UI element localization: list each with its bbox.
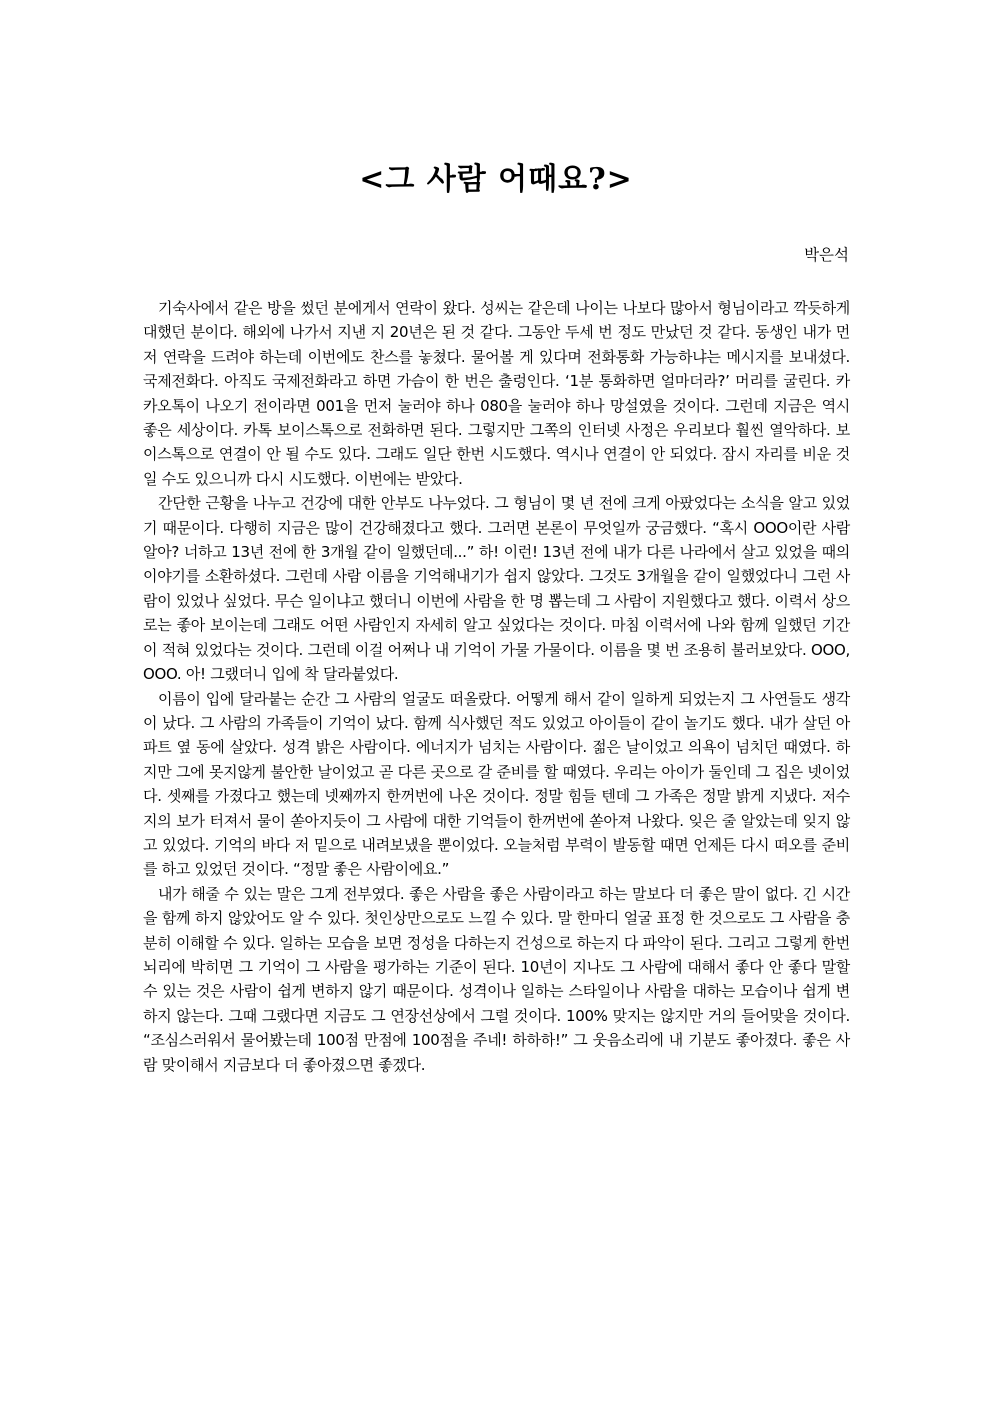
paragraph-1: 기숙사에서 같은 방을 썼던 분에게서 연락이 왔다. 성씨는 같은데 나이는 나보다 많아서 형님이라고 깍듯하게 대했던 분이다. 해외에 나가서 지낸 지 20년은 된 것 같다. 그동안 두세 번 정도 만났던 것 같다. 동생인 내가 먼저 연락을 드려야 하는데 이번에도 찬스를 놓쳤다. 물어볼 게 있다며 전화통화 가능하냐는 메시지를 보내셨다. 국제전화다. 아직도 국제전화라고 하면 가슴이 한 번은 출렁인다. ‘1분 통화하면 얼마더라?’ 머리를 굴린다. 카카오톡이 나오기 전이라면 001을 먼저 눌러야 하나 080을 눌러야 하나 망설였을 것이다. 그런데 지금은 역시 좋은 세상이다. 카톡 보이스톡으로 전화하면 된다. 그렇지만 그쪽의 인터넷 사정은 우리보다 훨씬 열악하다. 보이스톡으로 연결이 안 될 수도 있다. 그래도 일단 한번 시도했다. 역시나 연결이 안 되었다. 잠시 자리를 비운 것일 수도 있으니까 다시 시도했다. 이번에는 받았다. — [143, 299, 850, 488]
paragraph-4: 내가 해줄 수 있는 말은 그게 전부였다. 좋은 사람을 좋은 사람이라고 하는 말보다 더 좋은 말이 없다. 긴 시간을 함께 하지 않았어도 알 수 있다. 첫인상만으로도 느낄 수 있다. 말 한마디 얼굴 표정 한 것으로도 그 사람을 충분히 이해할 수 있다. 일하는 모습을 보면 정성을 다하는지 건성으로 하는지 다 파악이 된다. 그리고 그렇게 한번 뇌리에 박히면 그 기억이 그 사람을 평가하는 기준이 된다. 10년이 지나도 그 사람에 대해서 좋다 안 좋다 말할 수 있는 것은 사람이 쉽게 변하지 않기 때문이다. 성격이나 일하는 스타일이나 사람을 대하는 모습이나 쉽게 변하지 않는다. 그때 그랬다면 지금도 그 연장선상에서 그럴 것이다. 100% 맞지는 않지만 거의 들어맞을 것이다. “조심스러워서 물어봤는데 100점 만점에 100점을 주네! 하하하!” 그 웃음소리에 내 기분도 좋아졌다. 좋은 사람 맞이해서 지금보다 더 좋아졌으면 좋겠다. — [143, 884, 850, 1074]
document-body — [143, 296, 850, 1077]
document-title: <그 사람 어때요?> — [359, 162, 633, 197]
author-name: 박은석 — [804, 246, 849, 264]
paragraph-2: 간단한 근황을 나누고 건강에 대한 안부도 나누었다. 그 형님이 몇 년 전에 크게 아팠었다는 소식을 알고 있었기 때문이다. 다행히 지금은 많이 건강해졌다고 했다. 그러면 본론이 무엇일까 궁금했다. “혹시 OOO이란 사람 알아? 너하고 13년 전에 한 3개월 같이 일했던데...” 하! 이런! 13년 전에 내가 다른 나라에서 살고 있었을 때의 이야기를 소환하셨다. 그런데 사람 이름을 기억해내기가 쉽지 않았다. 그것도 3개월을 같이 일했었다니 그런 사람이 있었나 싶었다. 무슨 일이냐고 했더니 이번에 사람을 한 명 뽑는데 그 사람이 지원했다고 했다. 이력서 상으로는 좋아 보이는데 그래도 어떤 사람인지 자세히 알고 싶었다는 것이다. 마침 이력서에 나와 함께 일했던 기간이 적혀 있었다는 것이다. 그런데 이걸 어쩌나 내 기억이 가물 가물이다. 이름을 몇 번 조용히 불러보았다. OOO, OOO. 아! 그랬더니 입에 착 달라붙었다. — [143, 494, 850, 684]
paragraph-3: 이름이 입에 달라붙는 순간 그 사람의 얼굴도 떠올랐다. 어떻게 해서 같이 일하게 되었는지 그 사연들도 생각이 났다. 그 사람의 가족들이 기억이 났다. 함께 식사했던 적도 있었고 아이들이 같이 놀기도 했다. 내가 살던 아파트 옆 동에 살았다. 성격 밝은 사람이다. 에너지가 넘치는 사람이다. 젊은 날이었고 의욕이 넘치던 때였다. 하지만 그에 못지않게 불안한 날이었고 곧 다른 곳으로 갈 준비를 할 때였다. 우리는 아이가 둘인데 그 집은 넷이었다. 셋째를 가졌다고 했는데 넷째까지 한꺼번에 나온 것이다. 정말 힘들 텐데 그 가족은 정말 밝게 지냈다. 저수지의 보가 터져서 물이 쏟아지듯이 그 사람에 대한 기억들이 한꺼번에 쏟아져 나왔다. 잊은 줄 알았는데 잊지 않고 있었다. 기억의 바다 저 밑으로 내려보냈을 뿐이었다. 오늘처럼 부력이 발동할 때면 언제든 다시 떠오를 준비를 하고 있었던 것이다. “정말 좋은 사람이에요.” — [143, 689, 850, 879]
